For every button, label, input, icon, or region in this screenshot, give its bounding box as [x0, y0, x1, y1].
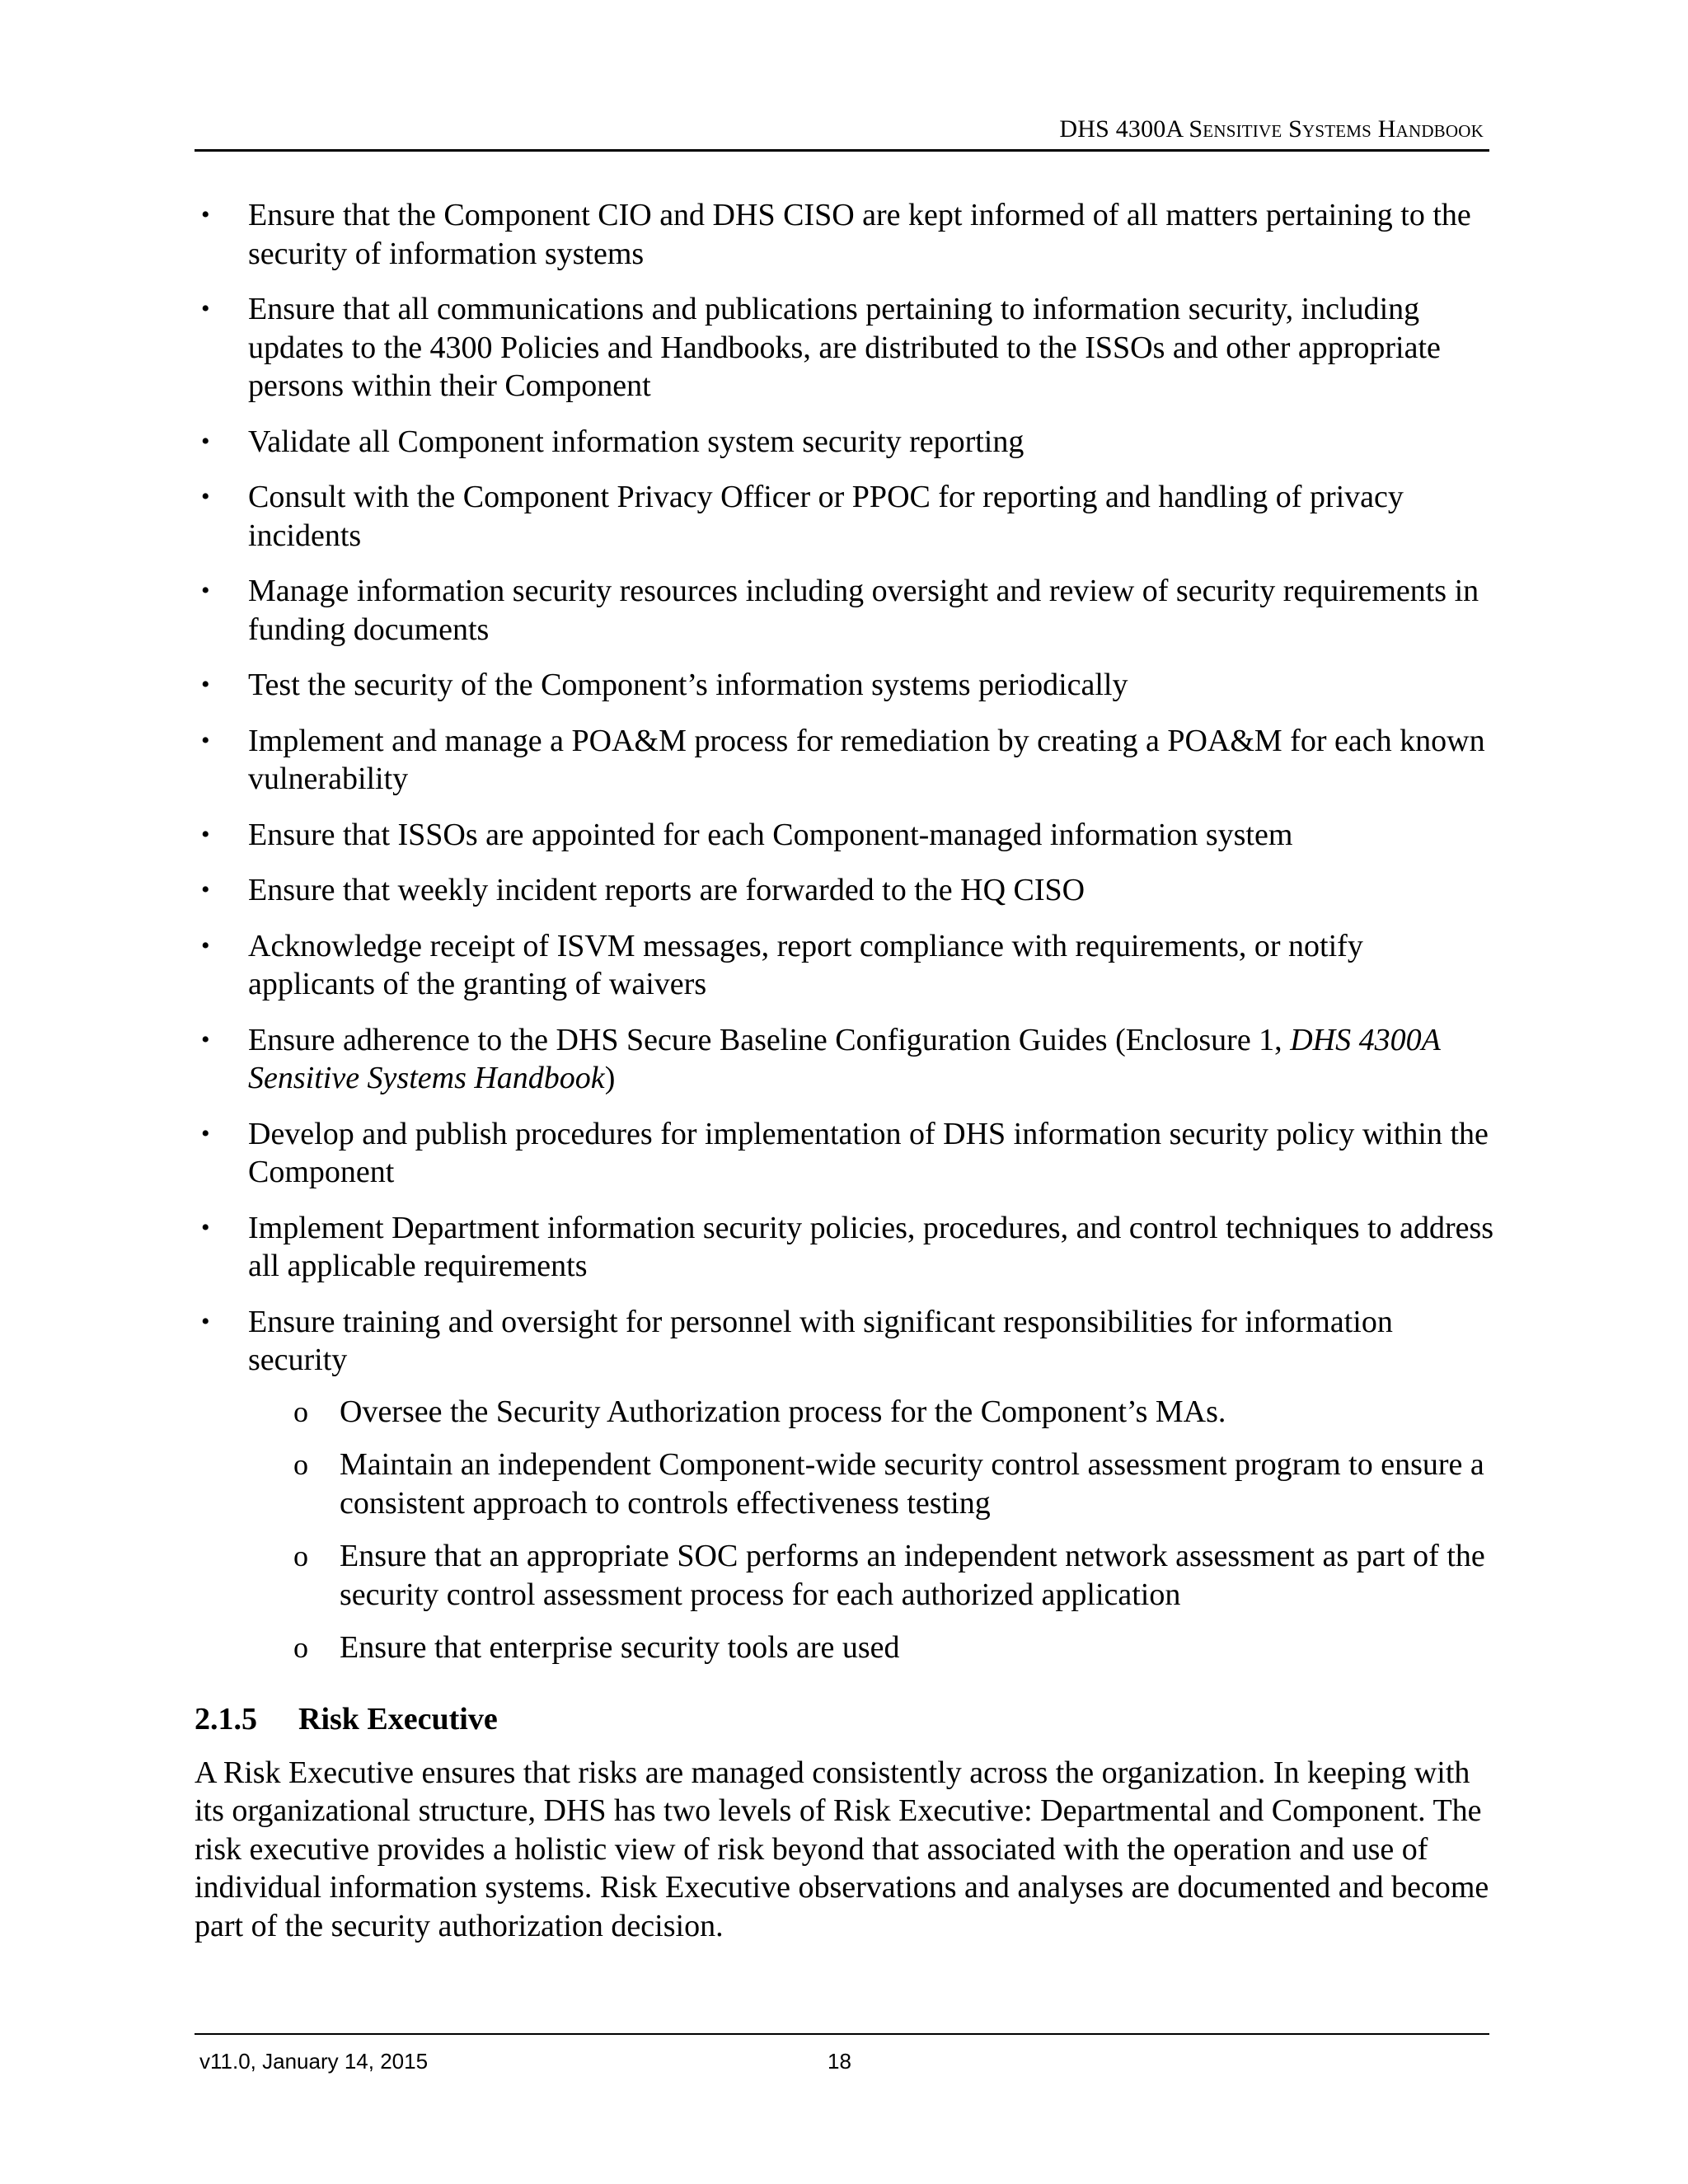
- list-item-text: Implement Department information security policies, procedures, and control techniques to address all applicable requirements: [248, 1210, 1494, 1283]
- list-item: [195, 290, 1497, 405]
- bullet-icon: •: [201, 876, 210, 903]
- list-item-text: Ensure that weekly incident reports are forwarded to the HQ CISO: [248, 873, 1085, 907]
- list-item-text: Validate all Component information system security reporting: [248, 424, 1025, 459]
- list-item: [195, 816, 1497, 855]
- header-rule: [195, 149, 1489, 152]
- list-item: [195, 927, 1497, 1004]
- sub-list-item-text: Oversee the Security Authorization process for the Component’s MAs.: [340, 1394, 1226, 1429]
- bullet-icon: •: [201, 671, 210, 698]
- list-item-text: Test the security of the Component’s information systems periodically: [248, 668, 1128, 702]
- list-item-text: Ensure that the Component CIO and DHS CISO are kept informed of all matters pertaining to the security of information systems: [248, 198, 1471, 271]
- list-item: [195, 423, 1497, 462]
- bullet-icon: •: [201, 1307, 210, 1335]
- list-item-text: Ensure that ISSOs are appointed for each Component-managed information system: [248, 817, 1293, 852]
- sub-bullet-icon: o: [293, 1394, 308, 1428]
- list-item-text: Acknowledge receipt of ISVM messages, report compliance with requirements, or notify applicants of the granting of waivers: [248, 928, 1363, 1001]
- list-item-italic-title: DHS 4300A Sensitive Systems Handbook: [248, 1022, 1441, 1095]
- list-item: [195, 1209, 1497, 1286]
- sub-bullet-icon: o: [293, 1448, 308, 1481]
- sub-list-item: [293, 1393, 1497, 1432]
- bullet-icon: •: [201, 820, 210, 848]
- sub-list: [248, 1393, 1497, 1667]
- list-item-text: Manage information security resources including oversight and review of security requirements in funding documents: [248, 574, 1479, 647]
- bullet-icon: •: [201, 1119, 210, 1147]
- running-header: [1059, 115, 1484, 143]
- list-item: [195, 572, 1497, 649]
- sub-list-item-text: Maintain an independent Component-wide security control assessment program to ensure a consistent approach to controls effectiveness testing: [340, 1447, 1484, 1521]
- list-item-text-tail: ): [604, 1061, 616, 1095]
- bullet-icon: •: [201, 1025, 210, 1053]
- bullet-icon: •: [201, 726, 210, 754]
- list-item: [195, 666, 1497, 705]
- list-item-text: Ensure adherence to the DHS Secure Baseline Configuration Guides (Enclosure 1,: [248, 1022, 1291, 1057]
- sub-list-item-text: Ensure that an appropriate SOC performs an independent network assessment as part of the security control assessment process for each authorized application: [340, 1539, 1485, 1612]
- section-title: Risk Executive: [298, 1702, 498, 1736]
- sub-bullet-icon: o: [293, 1540, 308, 1572]
- bullet-icon: •: [201, 1213, 210, 1241]
- sub-list-item-text: Ensure that enterprise security tools are used: [340, 1630, 900, 1665]
- header-doc-prefix: DHS 4300A: [1059, 115, 1189, 143]
- list-item-text: Consult with the Component Privacy Officer or PPOC for reporting and handling of privacy incidents: [248, 480, 1404, 553]
- list-item: [195, 1021, 1497, 1098]
- bullet-icon: •: [201, 427, 210, 455]
- bullet-icon: •: [201, 201, 210, 228]
- footer-rule: [195, 2033, 1489, 2035]
- sub-list-item: [293, 1446, 1497, 1522]
- responsibilities-list: [195, 196, 1497, 1685]
- section-paragraph: A Risk Executive ensures that risks are managed consistently across the organization. In keeping with its organizational structure, DHS has two levels of Risk Executive: Departmental and Component. The risk executive provides a holistic view of risk beyond that associated with the operation and use of individual information systems. Risk Executive observations and analyses are documented and become part of the security authorization decision.: [195, 1755, 1489, 1943]
- sub-list-item: [293, 1629, 1497, 1667]
- list-item-text: Implement and manage a POA&M process for remediation by creating a POA&M for each known vulnerability: [248, 723, 1485, 796]
- list-item: [195, 1303, 1497, 1667]
- bullet-icon: •: [201, 577, 210, 604]
- footer-version-date: v11.0, January 14, 2015: [199, 2049, 429, 2074]
- list-item: [195, 871, 1497, 910]
- bullet-icon: •: [201, 295, 210, 322]
- header-doc-title: Sensitive Systems Handbook: [1189, 115, 1484, 143]
- list-item: [195, 1115, 1497, 1192]
- list-item-text: Develop and publish procedures for implementation of DHS information security policy within the Component: [248, 1116, 1489, 1189]
- bullet-icon: •: [201, 483, 210, 510]
- list-item: [195, 722, 1497, 799]
- bullet-icon: •: [201, 931, 210, 959]
- sub-bullet-icon: o: [293, 1631, 308, 1664]
- list-item-text: Ensure training and oversight for personnel with significant responsibilities for information security: [248, 1304, 1393, 1377]
- list-item-text: Ensure that all communications and publications pertaining to information security, including updates to the 4300 Policies and Handbooks, are distributed to the ISSOs and other appropriate persons within their Component: [248, 292, 1441, 403]
- sub-list-item: [293, 1537, 1497, 1614]
- footer-page-number: 18: [828, 2049, 851, 2074]
- list-item: [195, 196, 1497, 273]
- list-item: [195, 478, 1497, 555]
- section-number: 2.1.5: [195, 1702, 257, 1736]
- section-heading: [195, 1701, 498, 1737]
